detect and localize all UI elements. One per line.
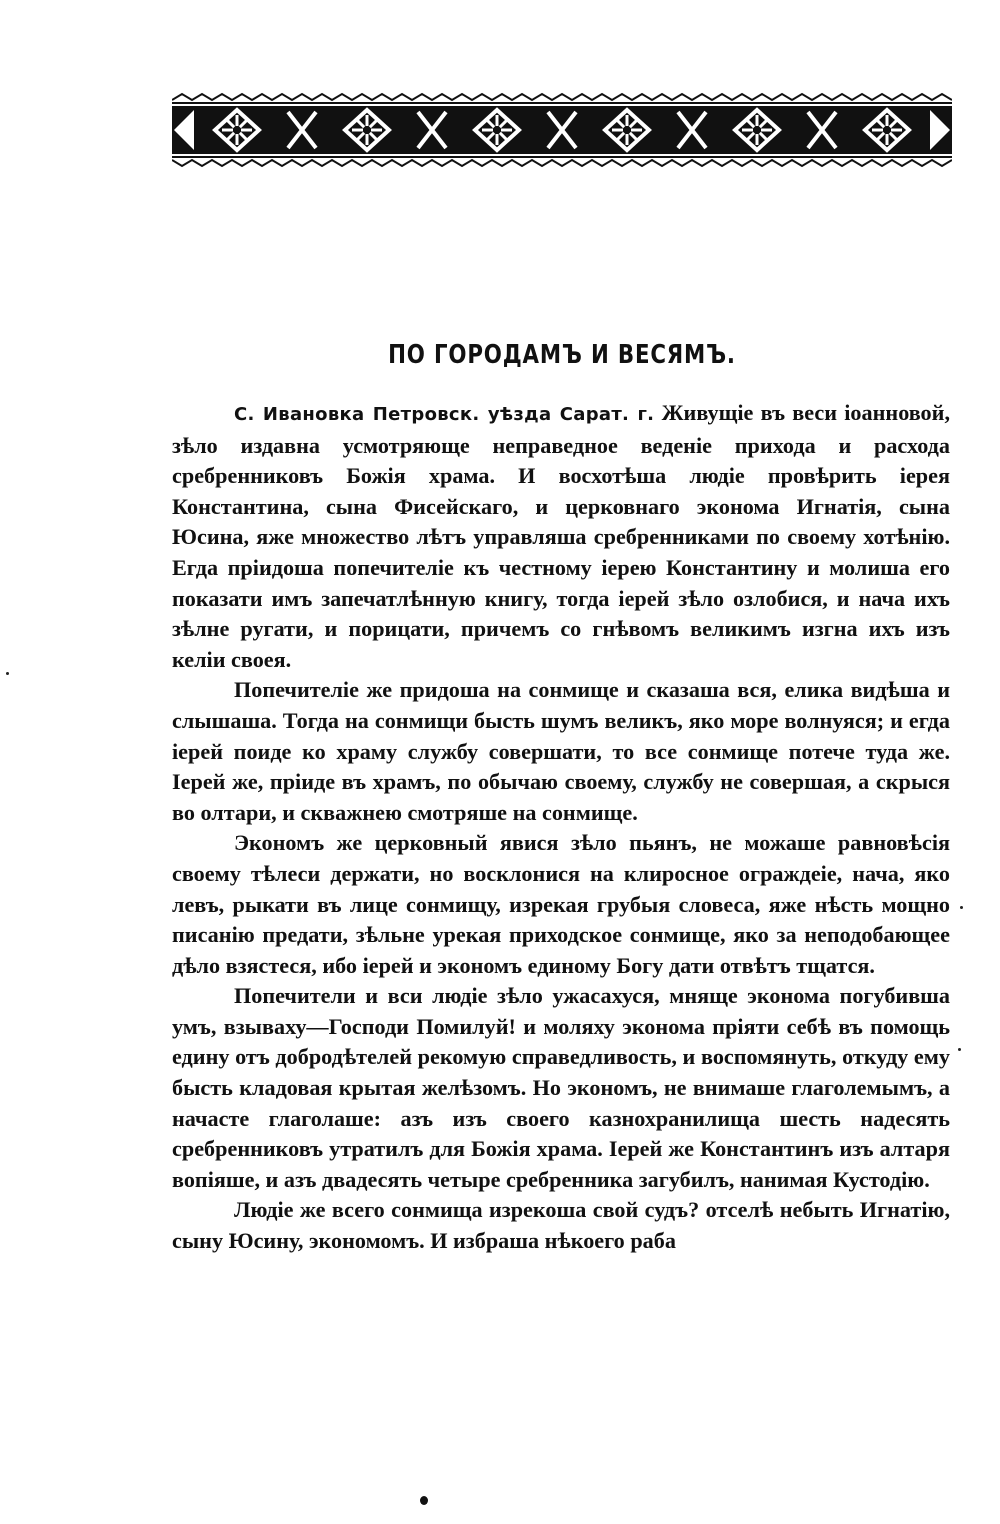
paragraph-2: Попечителіе же придоша на сонмище и сказаша вся, елика видѣша и слышаша. Тогда на сонмищи бысть шумъ великъ, яко море волнуяся; и егда іерей поиде ко храму службу совершати, то все сонмище потече туда же. Іерей же, пріиде въ храмъ, по обычаю своему, службу не совершая, а скрыся во олтари, и скважнею смотряше на сонмище. xyxy=(172,677,950,825)
page-title: ПО ГОРОДАМЪ И ВЕСЯМЪ. xyxy=(388,340,736,370)
decorative-ornament-header xyxy=(172,92,952,168)
page-dot-marker xyxy=(420,1496,428,1505)
article-body xyxy=(172,398,950,1257)
paragraph-4: Попечители и вси людіе зѣло ужасахуся, мняще эконома погубивша умъ, взываху—Господи Помилуй! и моляху эконома пріяти себѣ въ помощь едину отъ добродѣтелей рекомую справедливость, и воспомянуть, откуду ему бысть кладовая крытая желѣзомъ. Но экономъ, не внимаше глаголемымъ, а начасте глаголаше: азъ изъ своего казнохранилища шесть надесять сребренниковъ утратилъ для Божія храма. Іерей же Константинъ изъ алтаря вопіяше, и азъ двадесять четыре сребренника загубилъ, нанимая Кустодію. xyxy=(172,983,950,1192)
print-speck xyxy=(6,672,9,675)
paragraph-3: Экономъ же церковный явися зѣло пьянъ, не можаше равновѣсія своему тѣлеси держати, но восклонися на клиросное ограждеіе, нача, яко левъ, рыкати въ лице сонмищу, изрекая грубыя словеса, яже нѣсть мощно писанію предати, зѣльне урекая приходское сонмище, яко за неподобающее дѣло взястеся, ибо іерей и экономъ единому Богу дати отвѣтъ тщатся. xyxy=(172,830,950,978)
print-speck xyxy=(958,1048,961,1051)
print-speck xyxy=(960,906,963,909)
paragraph-1-text: Живущіе въ веси іоанновой, зѣло издавна усмотряюще неправедное веденіе прихода и расхода сребренниковъ Божія храма. И восхотѣша людіе провѣрить іерея Константина, сына Фисейскаго, и церковнаго эконома Игнатія, сына Юсина, яже множество лѣтъ управляша сребренниками по своему хотѣнію. Егда пріидоша попечителіе къ честному іерею Константину и молиша его показати имъ запечатлѣнную книгу, тогда іерей зѣло озлобися, и нача ихъ зѣлне ругати, и порицати, причемъ со гнѣвомъ великимъ изгна ихъ изъ келіи своея. xyxy=(172,400,950,672)
ornament-border-graphic xyxy=(172,92,952,168)
paragraph-1 xyxy=(172,398,950,675)
paragraph-5: Людіе же всего сонмища изрекоша свой судъ? отселѣ небыть Игнатію, сыну Юсину, экономомъ. И избраша нѣкоего раба xyxy=(172,1197,950,1254)
lead-location: С. Ивановка Петровск. уѣзда Сарат. г. xyxy=(234,404,655,425)
